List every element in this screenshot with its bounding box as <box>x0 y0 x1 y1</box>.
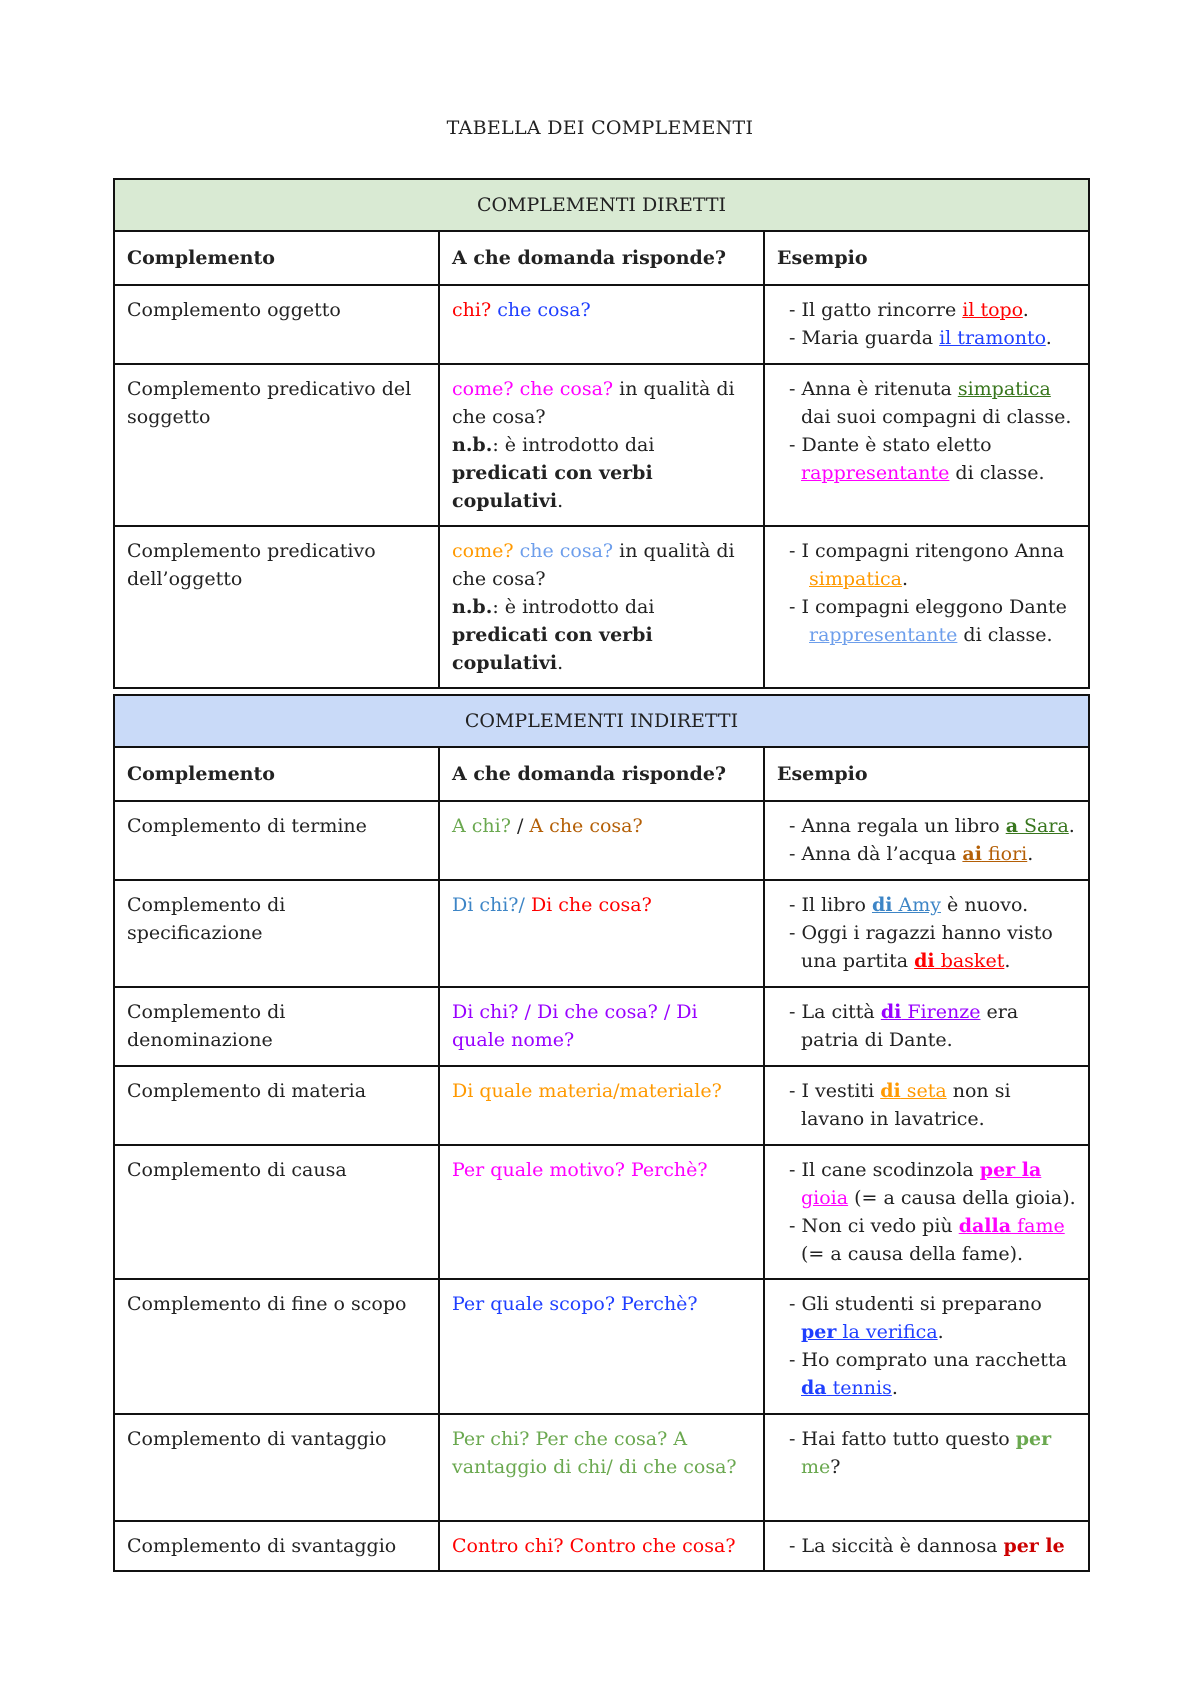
table-row <box>114 285 1089 364</box>
complement-name: Complemento di specificazione <box>114 880 439 987</box>
col-complemento: Complemento <box>114 747 439 801</box>
table-header-row <box>114 179 1089 231</box>
question-cell: A chi? / A che cosa? <box>439 801 764 880</box>
example-cell: - Il gatto rincorre il topo. - Maria guarda il tramonto. <box>764 285 1089 364</box>
complement-name: Complemento di vantaggio <box>114 1414 439 1521</box>
table-row <box>114 1279 1089 1414</box>
complement-name: Complemento di causa <box>114 1145 439 1279</box>
question-cell: come? che cosa? in qualità di che cosa? n.b.: è introdotto dai predicati con verbi copulativi. <box>439 364 764 526</box>
example-cell: - Il cane scodinzola per la gioia (= a causa della gioia). - Non ci vedo più dalla fame (= a causa della fame). <box>764 1145 1089 1279</box>
question-cell: Per quale motivo? Perchè? <box>439 1145 764 1279</box>
col-esempio: Esempio <box>764 747 1089 801</box>
table-header-row <box>114 695 1089 747</box>
table-row <box>114 1066 1089 1145</box>
question-cell: Di quale materia/materiale? <box>439 1066 764 1145</box>
example-cell: - Anna è ritenuta simpatica dai suoi compagni di classe. - Dante è stato eletto rappresentante di classe. <box>764 364 1089 526</box>
complement-name: Complemento predicativo dell’oggetto <box>114 526 439 688</box>
column-header-row <box>114 231 1089 285</box>
example-cell: - La città di Firenze era patria di Dante. <box>764 987 1089 1066</box>
example-cell: - I compagni ritengono Anna simpatica. - I compagni eleggono Dante rappresentante di classe. <box>764 526 1089 688</box>
question-cell: come? che cosa? in qualità di che cosa? n.b.: è introdotto dai predicati con verbi copulativi. <box>439 526 764 688</box>
question-cell: Di chi? / Di che cosa? / Di quale nome? <box>439 987 764 1066</box>
example-cell: - Anna regala un libro a Sara. - Anna dà l’acqua ai fiori. <box>764 801 1089 880</box>
col-domanda: A che domanda risponde? <box>439 231 764 285</box>
table-row <box>114 364 1089 526</box>
complement-name: Complemento di materia <box>114 1066 439 1145</box>
complement-name: Complemento di fine o scopo <box>114 1279 439 1414</box>
table-row <box>114 1521 1089 1571</box>
example-cell: - I vestiti di seta non si lavano in lavatrice. <box>764 1066 1089 1145</box>
example-cell: - Gli studenti si preparano per la verifica. - Ho comprato una racchetta da tennis. <box>764 1279 1089 1414</box>
table-row <box>114 526 1089 688</box>
indirect-header: COMPLEMENTI INDIRETTI <box>114 695 1089 747</box>
example-cell: - La siccità è dannosa per le <box>764 1521 1089 1571</box>
col-complemento: Complemento <box>114 231 439 285</box>
table-row <box>114 801 1089 880</box>
question-cell: Contro chi? Contro che cosa? <box>439 1521 764 1571</box>
direct-header: COMPLEMENTI DIRETTI <box>114 179 1089 231</box>
question-cell: chi? che cosa? <box>439 285 764 364</box>
question-cell: Per quale scopo? Perchè? <box>439 1279 764 1414</box>
col-esempio: Esempio <box>764 231 1089 285</box>
question-cell: Di chi?/ Di che cosa? <box>439 880 764 987</box>
indirect-complements-table <box>113 694 1090 1572</box>
table-row <box>114 1145 1089 1279</box>
column-header-row <box>114 747 1089 801</box>
complement-name: Complemento di termine <box>114 801 439 880</box>
table-row <box>114 880 1089 987</box>
complement-name: Complemento predicativo del soggetto <box>114 364 439 526</box>
complement-name: Complemento di denominazione <box>114 987 439 1066</box>
direct-complements-table <box>113 178 1090 689</box>
example-cell: - Il libro di Amy è nuovo. - Oggi i ragazzi hanno visto una partita di basket. <box>764 880 1089 987</box>
complement-name: Complemento di svantaggio <box>114 1521 439 1571</box>
table-row <box>114 987 1089 1066</box>
example-cell: - Hai fatto tutto questo per me? <box>764 1414 1089 1521</box>
col-domanda: A che domanda risponde? <box>439 747 764 801</box>
complement-name: Complemento oggetto <box>114 285 439 364</box>
table-row <box>114 1414 1089 1521</box>
page-title: TABELLA DEI COMPLEMENTI <box>446 117 754 139</box>
question-cell: Per chi? Per che cosa? A vantaggio di chi/ di che cosa? <box>439 1414 764 1521</box>
